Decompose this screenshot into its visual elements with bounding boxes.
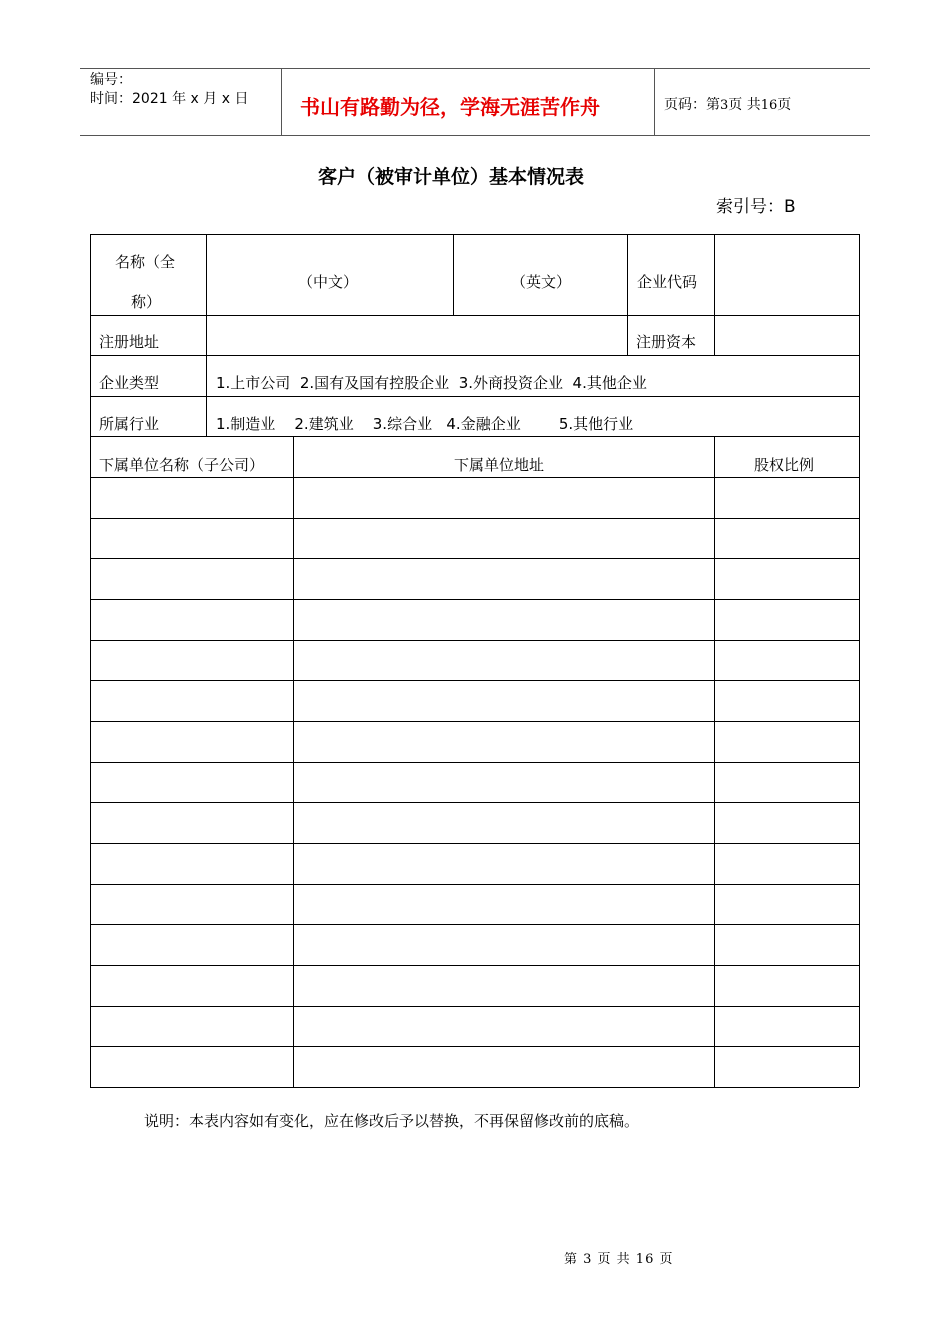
table-rule [90, 518, 859, 519]
table-border-left [90, 234, 91, 1087]
header-divider-left [281, 68, 282, 135]
table-rule [90, 924, 859, 925]
table-rule [293, 436, 294, 1087]
registered-address-label: 注册地址 [99, 333, 160, 351]
industry-label: 所属行业 [99, 415, 160, 433]
header-motto: 书山有路勤为径，学海无涯苦作舟 [300, 95, 600, 119]
table-rule [90, 1046, 859, 1047]
table-rule [90, 680, 859, 681]
page-middle: 页 共 [728, 97, 761, 113]
company-type-label: 企业类型 [99, 374, 160, 392]
table-rule [206, 234, 207, 436]
document-number-label: 编号： [90, 72, 132, 88]
chinese-name-label: （中文） [298, 273, 359, 291]
table-rule [90, 721, 859, 722]
registered-capital-label: 注册资本 [636, 333, 697, 351]
subsidiary-name-header: 下属单位名称（子公司） [99, 456, 265, 474]
subsidiary-address-header: 下属单位地址 [454, 456, 545, 474]
table-rule [90, 802, 859, 803]
table-rule [90, 599, 859, 600]
table-border-right [859, 234, 860, 1087]
header-top-rule [80, 68, 870, 69]
company-type-options: 1.上市公司 2.国有及国有控股企业 3.外商投资企业 4.其他企业 [216, 374, 647, 392]
table-rule [90, 1087, 859, 1088]
table-rule [90, 965, 859, 966]
company-code-label: 企业代码 [637, 273, 698, 291]
form-title: 客户（被审计单位）基本情况表 [318, 166, 585, 188]
page-current: 3 [720, 98, 729, 113]
table-rule [90, 558, 859, 559]
name-label-line1: 名称（全 [115, 253, 176, 271]
page-footer: 第 3 页 共 16 页 [564, 1252, 674, 1267]
table-rule [453, 234, 454, 315]
header-bottom-rule [80, 135, 870, 136]
table-rule [90, 436, 859, 437]
name-label-line2: 称） [131, 293, 162, 311]
page-suffix: 页 [777, 97, 792, 113]
table-rule [90, 477, 859, 478]
table-rule [90, 884, 859, 885]
table-rule [714, 436, 715, 1087]
table-rule [90, 1006, 859, 1007]
page-total: 16 [760, 98, 778, 113]
table-rule [90, 640, 859, 641]
table-rule [90, 843, 859, 844]
industry-options: 1.制造业 2.建筑业 3.综合业 4.金融企业 5.其他行业 [216, 415, 634, 433]
index-number: 索引号：B [716, 197, 796, 217]
document-date: 时间：2021 年 x 月 x 日 [90, 91, 249, 107]
form-note: 说明：本表内容如有变化，应在修改后予以替换，不再保留修改前的底稿。 [144, 1112, 640, 1130]
page-prefix: 页码：第 [664, 97, 720, 113]
english-name-label: （英文） [511, 273, 572, 291]
header-page-indicator [664, 94, 791, 114]
table-rule [627, 234, 628, 355]
table-rule [714, 234, 715, 355]
equity-ratio-header: 股权比例 [754, 456, 815, 474]
table-rule [90, 762, 859, 763]
header-divider-right [654, 68, 655, 135]
